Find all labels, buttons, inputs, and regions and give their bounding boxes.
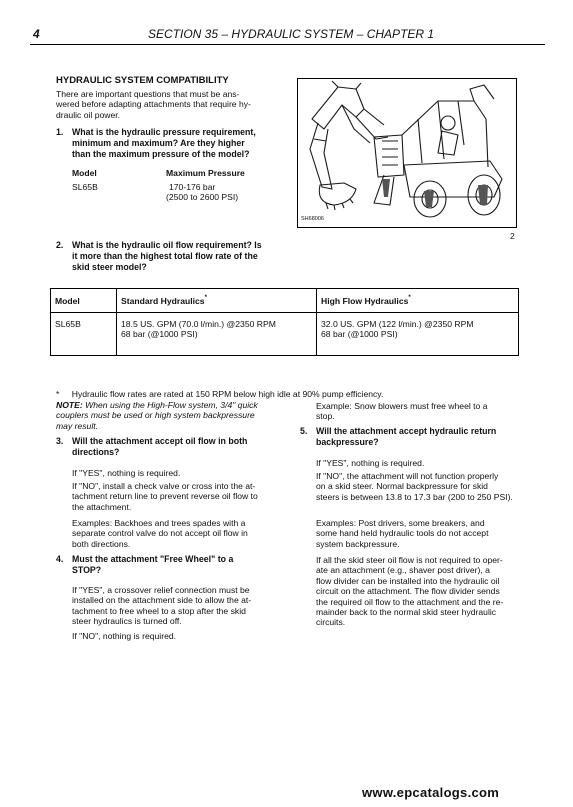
text-line: If "NO", the attachment will not function properly bbox=[316, 471, 499, 481]
text-line: the required oil flow to the attachment and the re- bbox=[316, 596, 504, 607]
col-header-model bbox=[51, 289, 117, 313]
question-line: Will the attachment accept hydraulic return bbox=[316, 426, 497, 436]
cell-line: 32.0 US. GPM (122 l/min.) @2350 RPM bbox=[321, 319, 474, 329]
cell-line: 68 bar (@1000 PSI) bbox=[321, 329, 398, 340]
col-header-standard bbox=[117, 289, 317, 313]
text-line: circuits. bbox=[316, 617, 346, 628]
figure-number: 2 bbox=[510, 231, 515, 241]
q3-yes: If "YES", nothing is required. bbox=[72, 468, 181, 478]
snow-blower-example bbox=[316, 401, 519, 422]
question-number: 5. bbox=[300, 426, 308, 436]
text-line: Example: Snow blowers must free wheel to a bbox=[316, 401, 488, 411]
question-line: it more than the highest total flow rate of the bbox=[72, 251, 258, 261]
footnote-mark: * bbox=[204, 294, 207, 301]
header-rule bbox=[30, 44, 545, 45]
intro-line: draulic oil power. bbox=[56, 109, 121, 120]
compat-intro bbox=[56, 89, 276, 120]
cell-highflow bbox=[317, 313, 519, 356]
note bbox=[56, 400, 278, 431]
pressure-bar: 170-176 bar bbox=[169, 182, 216, 192]
flow-divider-paragraph bbox=[316, 555, 519, 628]
question-line: skid steer model? bbox=[72, 262, 147, 272]
question-line: Will the attachment accept oil flow in both bbox=[72, 436, 248, 446]
skid-steer-backhoe-illustration bbox=[297, 78, 517, 228]
pressure-psi: (2500 to 2600 PSI) bbox=[166, 192, 239, 203]
q4-no: If "NO", nothing is required. bbox=[72, 631, 177, 641]
note-line: may result. bbox=[56, 420, 99, 431]
question-1 bbox=[56, 127, 278, 160]
footnote-mark: * bbox=[408, 294, 411, 301]
text-line: steers is between 13.8 to 17.3 bar (200 to 250 PSI). bbox=[316, 491, 513, 502]
text-line: If "NO", install a check valve or cross into the at- bbox=[72, 481, 256, 491]
header-text: Standard Hydraulics bbox=[121, 295, 205, 306]
q3-examples bbox=[72, 518, 277, 549]
text-line: system backpressure. bbox=[316, 538, 400, 549]
cell-model bbox=[51, 313, 117, 356]
q5-examples bbox=[316, 518, 519, 549]
page-number: 4 bbox=[33, 27, 40, 41]
footnote bbox=[56, 389, 383, 399]
cell-line: 18.5 US. GPM (70.0 l/min.) @2350 RPM bbox=[121, 319, 276, 329]
text-line: ate an attachment (e.g., shaver post driver), a bbox=[316, 565, 490, 576]
text-line: If all the skid steer oil flow is not required to oper- bbox=[316, 555, 503, 565]
note-line: couplers must be used or high system backpressure bbox=[56, 410, 255, 421]
pressure-header-max: Maximum Pressure bbox=[166, 168, 245, 178]
text-line: stop. bbox=[316, 411, 335, 422]
backhoe-drawing bbox=[298, 79, 516, 227]
text-line: the attachment. bbox=[72, 501, 132, 512]
pressure-model: SL65B bbox=[72, 182, 98, 192]
text-line: mainder back to the normal skid steer hydraulic bbox=[316, 607, 497, 618]
text-line: tachment to free wheel to a stop after the skid bbox=[72, 605, 246, 616]
note-label: NOTE: bbox=[56, 400, 83, 410]
question-number: 4. bbox=[56, 554, 64, 564]
intro-line: wered before adapting attachments that require hy- bbox=[56, 99, 251, 110]
cell-text: SL65B bbox=[55, 319, 81, 329]
note-line: When using the High-Flow system, 3/4" quick bbox=[85, 400, 258, 410]
text-line: separate control valve do not accept oil flow in bbox=[72, 528, 248, 539]
text-line: Examples: Post drivers, some breakers, and bbox=[316, 518, 485, 528]
section-title: SECTION 35 – HYDRAULIC SYSTEM – CHAPTER 1 bbox=[148, 27, 435, 41]
question-line: minimum and maximum? Are they higher bbox=[72, 138, 245, 148]
footnote-star: * bbox=[56, 389, 60, 399]
cell-line: 68 bar (@1000 PSI) bbox=[121, 329, 198, 340]
question-line: than the maximum pressure of the model? bbox=[72, 149, 250, 159]
question-line: What is the hydraulic oil flow requirement? Is bbox=[72, 240, 262, 250]
question-line: backpressure? bbox=[316, 437, 379, 447]
text-line: steer hydraulics is turned off. bbox=[72, 616, 182, 627]
text-line: flow divider can be installed into the hydraulic oil bbox=[316, 575, 500, 586]
table-header-row bbox=[51, 289, 519, 313]
text-line: on a skid steer. Normal backpressure for skid bbox=[316, 481, 488, 492]
question-line: What is the hydraulic pressure requirement, bbox=[72, 127, 256, 137]
question-4 bbox=[56, 554, 278, 576]
question-line: STOP? bbox=[72, 565, 102, 575]
flow-rate-table bbox=[50, 288, 519, 356]
question-3 bbox=[56, 436, 278, 458]
q5-no bbox=[316, 471, 519, 502]
question-line: Must the attachment "Free Wheel" to a bbox=[72, 554, 234, 564]
footnote-text: Hydraulic flow rates are rated at 150 RPM below high idle at 90% pump efficiency. bbox=[71, 389, 384, 399]
text-line: both directions. bbox=[72, 538, 131, 549]
text-line: Examples: Backhoes and trees spades with a bbox=[72, 518, 246, 528]
header-text: Model bbox=[55, 295, 80, 306]
text-line: If "YES", a crossover relief connection must be bbox=[72, 585, 250, 595]
text-line: tachment return line to prevent reverse oil flow to bbox=[72, 491, 258, 502]
question-number: 2. bbox=[56, 240, 64, 250]
question-2 bbox=[56, 240, 278, 273]
question-5 bbox=[300, 426, 520, 448]
question-line: directions? bbox=[72, 447, 120, 457]
watermark: www.epcatalogs.com bbox=[362, 785, 500, 800]
cell-standard bbox=[117, 313, 317, 356]
col-header-highflow bbox=[317, 289, 519, 313]
pressure-value bbox=[166, 182, 238, 203]
q3-no bbox=[72, 481, 277, 512]
text-line: some hand held hydraulic tools do not accept bbox=[316, 528, 489, 539]
pressure-header-model: Model bbox=[72, 168, 97, 178]
text-line: circuit on the attachment. The flow divider sends bbox=[316, 586, 500, 597]
question-number: 1. bbox=[56, 127, 64, 137]
table-row bbox=[51, 313, 519, 356]
header-text: High Flow Hydraulics bbox=[321, 295, 409, 306]
q4-yes bbox=[72, 585, 277, 627]
intro-line: There are important questions that must be ans- bbox=[56, 89, 240, 99]
compat-heading: HYDRAULIC SYSTEM COMPATIBILITY bbox=[56, 75, 229, 86]
figure-code: SH68006 bbox=[301, 216, 324, 222]
q5-yes: If "YES", nothing is required. bbox=[316, 458, 425, 468]
question-number: 3. bbox=[56, 436, 64, 446]
text-line: installed on the attachment side to allow the at- bbox=[72, 595, 252, 606]
